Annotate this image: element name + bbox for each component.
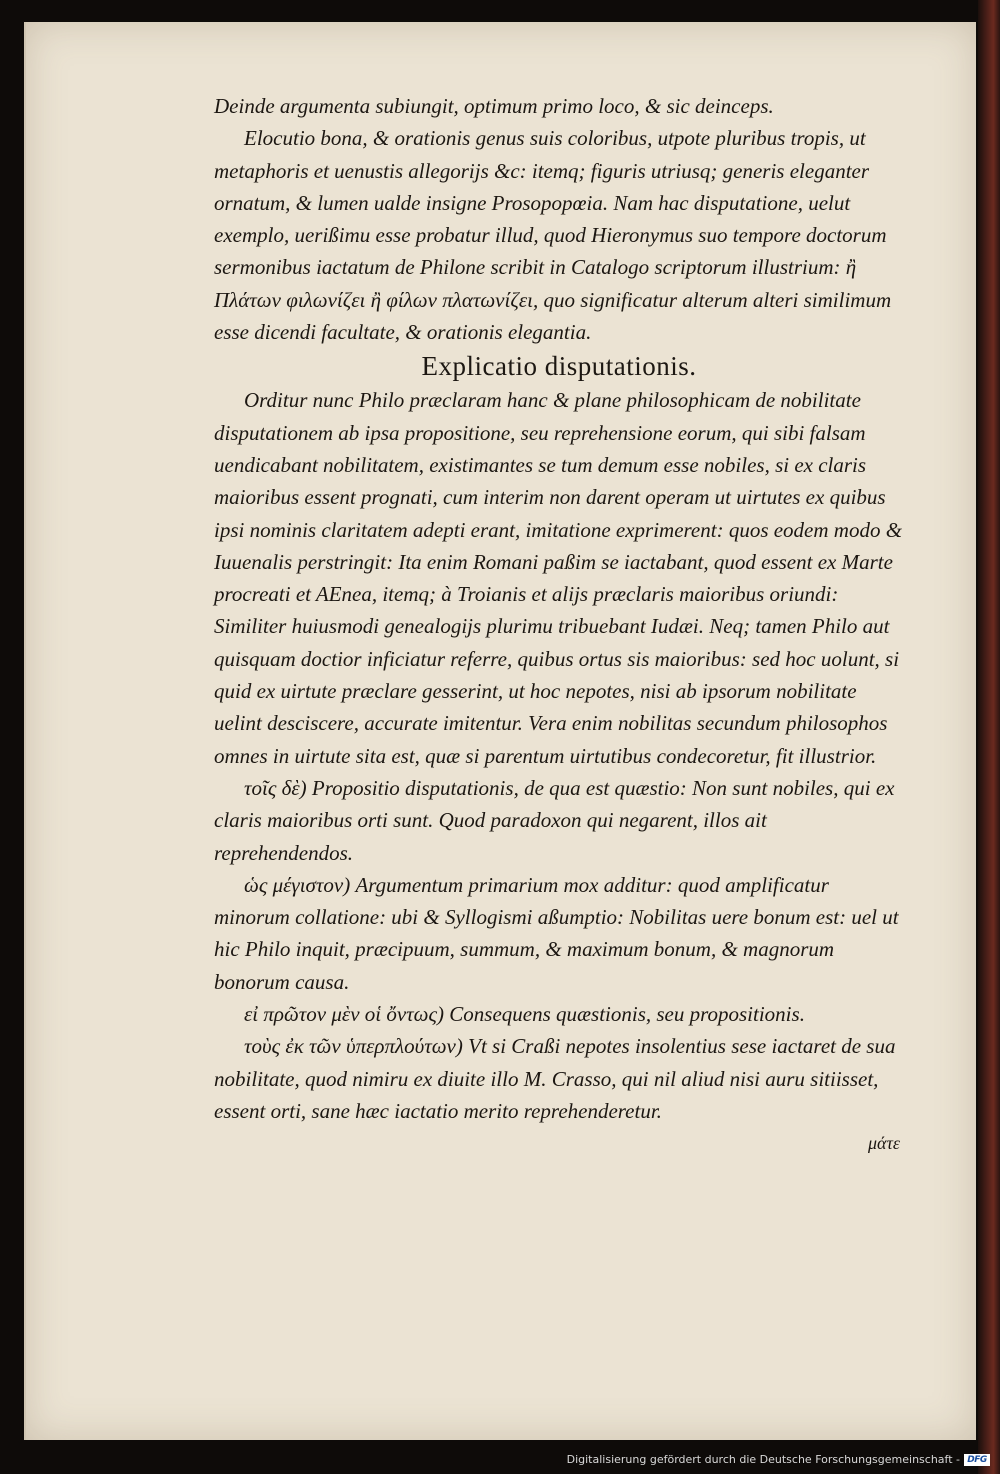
- paragraph-7: τοὺς ἐκ τῶν ὑπερπλούτων) Vt si Craßi nepotes insolentius sese iactaret de sua nobilitate, quod nimiru ex diuite illo M. Crasso, qui nil aliud nisi auru sitiisset, essent orti, sane hæc iactatio merito reprehenderetur.: [214, 1034, 896, 1123]
- section-heading: Explicatio disputationis.: [421, 351, 697, 382]
- page-text: [214, 90, 904, 1160]
- paragraph-1: Deinde argumenta subiungit, optimum primo loco, & sic deinceps.: [214, 94, 774, 118]
- book-page: [24, 22, 976, 1440]
- paragraph-3: Orditur nunc Philo præclaram hanc & plane philosophicam de nobilitate disputationem ab ipsa propositione, seu reprehensione eorum, qui sibi falsam uendicabant nobilitatem, existimantes se tum demum esse nobiles, si ex claris maioribus essent prognati, cum interim non darent operam ut uirtutes ex quibus ipsi nominis claritatem adepti erant, imitatione exprimerent: quos eodem modo & Iuuenalis perstringit: Ita enim Romani paßim se iactabant, quod essent ex Marte procreati et AEnea, itemq; à Troianis et alijs præclaris maioribus oriundi: Similiter huiusmodi genealogijs plurimu tribuebant Iudæi. Neq; tamen Philo aut quisquam doctior inficiatur referre, quibus ortus sis maioribus: sed hoc uolunt, si quid ex uirtute præclare gesserint, ut hoc nepotes, nisi ab ipsorum nobilitate uelint desciscere, accurate imitentur. Vera enim nobilitas secundum philosophos omnes in uirtute sita est, quæ si parentum uirtutibus condecoretur, fit illustrior.: [214, 388, 903, 768]
- paragraph-6: εἰ πρῶτον μὲν οἱ ὄντως) Consequens quæstionis, seu propositionis.: [244, 1002, 805, 1027]
- dfg-logo-icon: DFG: [964, 1454, 990, 1466]
- book-edge: [978, 0, 1000, 1474]
- footer-credit: [567, 1453, 990, 1466]
- footer-credit-text: Digitalisierung gefördert durch die Deutsche Forschungsgemeinschaft -: [566, 1453, 960, 1466]
- paragraph-2: Elocutio bona, & orationis genus suis coloribus, utpote pluribus tropis, ut metaphoris et uenustis allegorijs &c: itemq; figuris utriusq; generis eleganter ornatum, & lumen ualde insigne Prosopopœia. Nam hac disputatione, uelut exemplo, uerißimu esse probatur illud, quod Hieronymus suo tempore doctorum sermonibus iactatum de Philone scribit in Catalogo scriptorum illustrium: ἢ Πλάτων φιλωνίζει ἢ φίλων πλατωνίζει, quo significatur alterum alteri similimum esse dicendi facultate, & orationis elegantia.: [214, 126, 892, 345]
- catchword: μάτε: [867, 1133, 900, 1154]
- paragraph-4: τοῖς δὲ) Propositio disputationis, de qua est quæstio: Non sunt nobiles, qui ex claris maioribus orti sunt. Quod paradoxon qui negarent, illos ait reprehendendos.: [214, 775, 895, 865]
- paragraph-5: ὡς μέγιστον) Argumentum primarium mox additur: quod amplificatur minorum collatione: ubi & Syllogismi aßumptio: Nobilitas uere bonum est: uel ut hic Philo inquit, præcipuum, summum, & maximum bonum, & magnorum bonorum causa.: [214, 872, 899, 994]
